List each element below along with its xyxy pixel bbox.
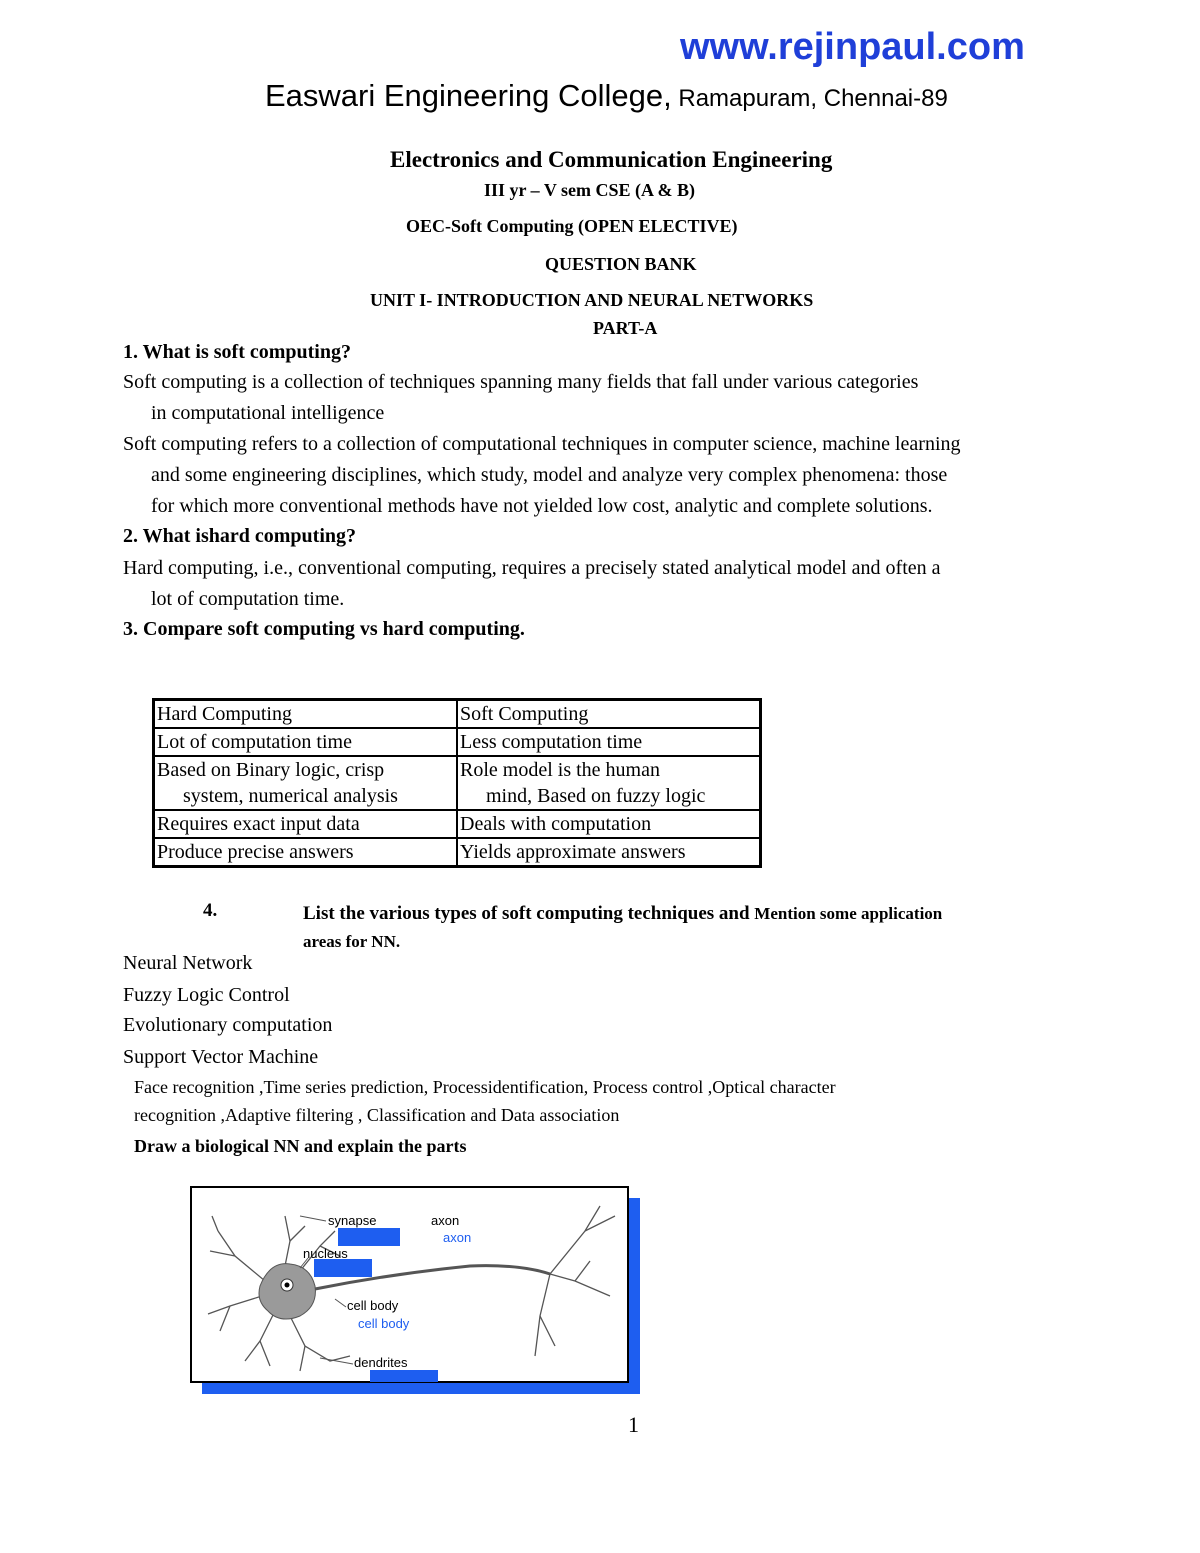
answer-1-paragraph-1 — [123, 367, 1123, 522]
label-dendrites: dendrites — [354, 1355, 408, 1370]
semester-line: III yr – V sem CSE (A & B) — [484, 180, 696, 200]
neuron-figure — [190, 1186, 640, 1394]
synapse-highlight — [338, 1228, 400, 1246]
answer-line: and some engineering disciplines, which study, model and analyze very complex phenomena: those — [151, 464, 948, 486]
cell-line: Based on Binary logic, crisp — [157, 759, 385, 781]
figure-frame — [191, 1187, 628, 1382]
college-city: Ramapuram, Chennai-89 — [671, 85, 948, 112]
table-cell: Requires exact input data — [154, 810, 458, 838]
table-cell: Produce precise answers — [154, 838, 458, 867]
question-4-part1: List the various types of soft computing techniques and — [303, 903, 755, 924]
website-url[interactable]: www.rejinpaul.com — [680, 26, 1025, 68]
table-header-cell: Hard Computing — [154, 700, 458, 729]
comparison-table — [152, 698, 762, 868]
question-3: 3. Compare soft computing vs hard computing. — [123, 618, 525, 640]
question-4-number: 4. — [203, 900, 218, 921]
course-title: OEC-Soft Computing (OPEN ELECTIVE) — [406, 216, 738, 236]
answer-line: lot of computation time. — [151, 588, 345, 610]
cell-line: mind, Based on fuzzy logic — [486, 785, 706, 807]
part-title: PART-A — [593, 318, 658, 338]
label-axon: axon — [431, 1213, 460, 1228]
answer-line: Soft computing is a collection of techniques spanning many fields that fall under various categories — [123, 371, 919, 393]
college-title: Easwari Engineering College, — [265, 78, 672, 113]
answer-line: in computational intelligence — [151, 402, 385, 424]
question-4-part2: Mention some application — [754, 904, 943, 923]
technique-item: Neural Network — [123, 952, 253, 974]
table-cell: Deals with computation — [457, 810, 761, 838]
technique-item: Fuzzy Logic Control — [123, 984, 290, 1006]
page-number: 1 — [628, 1412, 639, 1437]
table-header-row — [154, 700, 761, 729]
table-header-cell: Soft Computing — [457, 700, 761, 729]
label-synapse: synapse — [328, 1213, 377, 1228]
answer-line: Soft computing refers to a collection of computational techniques in computer science, machine learning — [123, 433, 961, 455]
table-cell — [154, 756, 458, 810]
dendrites-highlight — [370, 1370, 438, 1382]
answer-line: for which more conventional methods have not yielded low cost, analytic and complete solutions. — [151, 495, 933, 517]
question-1: 1. What is soft computing? — [123, 341, 351, 363]
college-name — [265, 78, 948, 114]
applications-line: Face recognition ,Time series prediction, Processidentification, Process control ,Optical character — [134, 1077, 836, 1097]
technique-item: Support Vector Machine — [123, 1046, 319, 1068]
department-title: Electronics and Communication Engineering — [390, 147, 833, 172]
answer-line: Hard computing, i.e., conventional computing, requires a precisely stated analytical model and often a — [123, 557, 941, 579]
label-nucleus: nucleus — [303, 1246, 348, 1261]
label-axon-blue: axon — [443, 1230, 472, 1245]
table-cell: Less computation time — [457, 728, 761, 756]
applications-line: recognition ,Adaptive filtering , Classification and Data association — [134, 1105, 620, 1125]
draw-prompt: Draw a biological NN and explain the parts — [134, 1136, 467, 1156]
table-cell — [457, 756, 761, 810]
table-row — [154, 756, 761, 810]
answer-2 — [123, 553, 1123, 615]
cell-line: system, numerical analysis — [183, 785, 398, 807]
label-cell-body-blue: cell body — [358, 1316, 410, 1331]
technique-item: Evolutionary computation — [123, 1014, 333, 1036]
neuron-diagram — [190, 1186, 640, 1394]
unit-title: UNIT I- INTRODUCTION AND NEURAL NETWORKS — [370, 290, 814, 310]
question-4 — [303, 900, 1103, 956]
document-type: QUESTION BANK — [545, 254, 697, 274]
nucleus-highlight — [314, 1259, 372, 1277]
label-cell-body: cell body — [347, 1298, 399, 1313]
table-row — [154, 728, 761, 756]
table-cell: Lot of computation time — [154, 728, 458, 756]
table-row — [154, 810, 761, 838]
table-row — [154, 838, 761, 867]
cell-line: Role model is the human — [460, 759, 660, 781]
nucleolus-shape — [285, 1283, 290, 1288]
question-2: 2. What ishard computing? — [123, 525, 357, 547]
table-cell: Yields approximate answers — [457, 838, 761, 867]
question-4-line — [303, 900, 1103, 928]
question-4-line2: areas for NN. — [303, 932, 401, 951]
